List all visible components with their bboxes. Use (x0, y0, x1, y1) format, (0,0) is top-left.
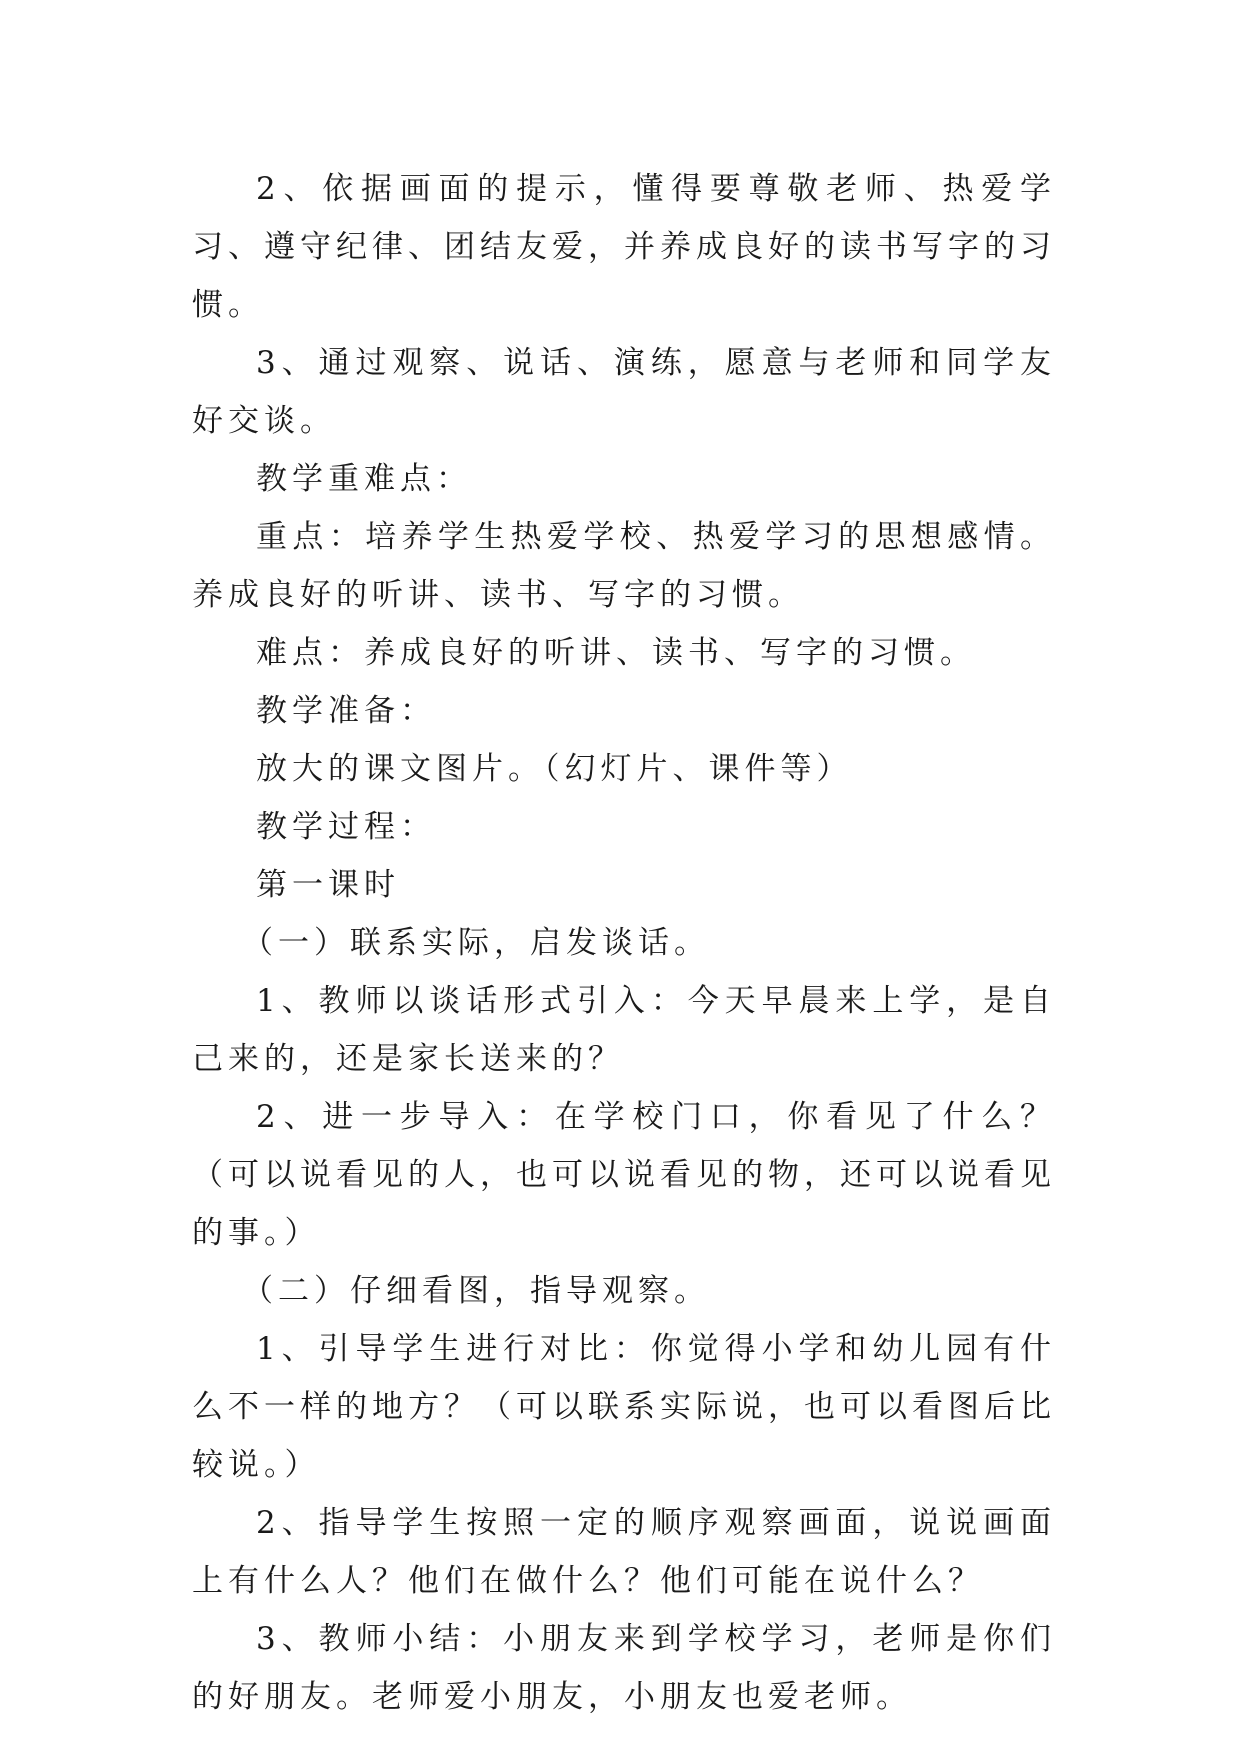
paragraph-step-1-1: 1、教师以谈话形式引入：今天早晨来上学，是自己来的，还是家长送来的？ (192, 983, 1056, 1077)
heading-section-2: （二）仔细看图，指导观察。 (242, 1273, 710, 1309)
paragraph-step-2-1: 1、引导学生进行对比：你觉得小学和幼儿园有什么不一样的地方？（可以联系实际说，也可以看图后比较说。） (192, 1331, 1056, 1483)
paragraph-difficulty: 难点：养成良好的听讲、读书、写字的习惯。 (256, 635, 976, 671)
heading-first-lesson: 第一课时 (256, 867, 400, 903)
paragraph-preparation: 放大的课文图片。（幻灯片、课件等） (256, 751, 853, 787)
paragraph-goal-2: 2、依据画面的提示，懂得要尊敬老师、热爱学习、遵守纪律、团结友爱，并养成良好的读书写字的习惯。 (192, 171, 1056, 323)
paragraph-goal-3: 3、通过观察、说话、演练，愿意与老师和同学友好交谈。 (192, 345, 1056, 439)
heading-process: 教学过程： (256, 809, 436, 845)
paragraph-step-2-3: 3、教师小结：小朋友来到学校学习，老师是你们的好朋友。老师爱小朋友，小朋友也爱老师。 (192, 1621, 1056, 1715)
heading-key-points: 教学重难点： (256, 461, 472, 497)
paragraph-key-point: 重点：培养学生热爱学校、热爱学习的思想感情。养成良好的听讲、读书、写字的习惯。 (192, 519, 1056, 613)
heading-preparation: 教学准备： (256, 693, 436, 729)
document-body (192, 160, 1056, 1726)
paragraph-step-1-2: 2、进一步导入：在学校门口，你看见了什么？（可以说看见的人，也可以说看见的物，还可以说看见的事。） (192, 1099, 1056, 1251)
paragraph-step-2-2: 2、指导学生按照一定的顺序观察画面，说说画面上有什么人？他们在做什么？他们可能在说什么？ (192, 1505, 1056, 1599)
heading-section-1: （一）联系实际，启发谈话。 (242, 925, 710, 961)
